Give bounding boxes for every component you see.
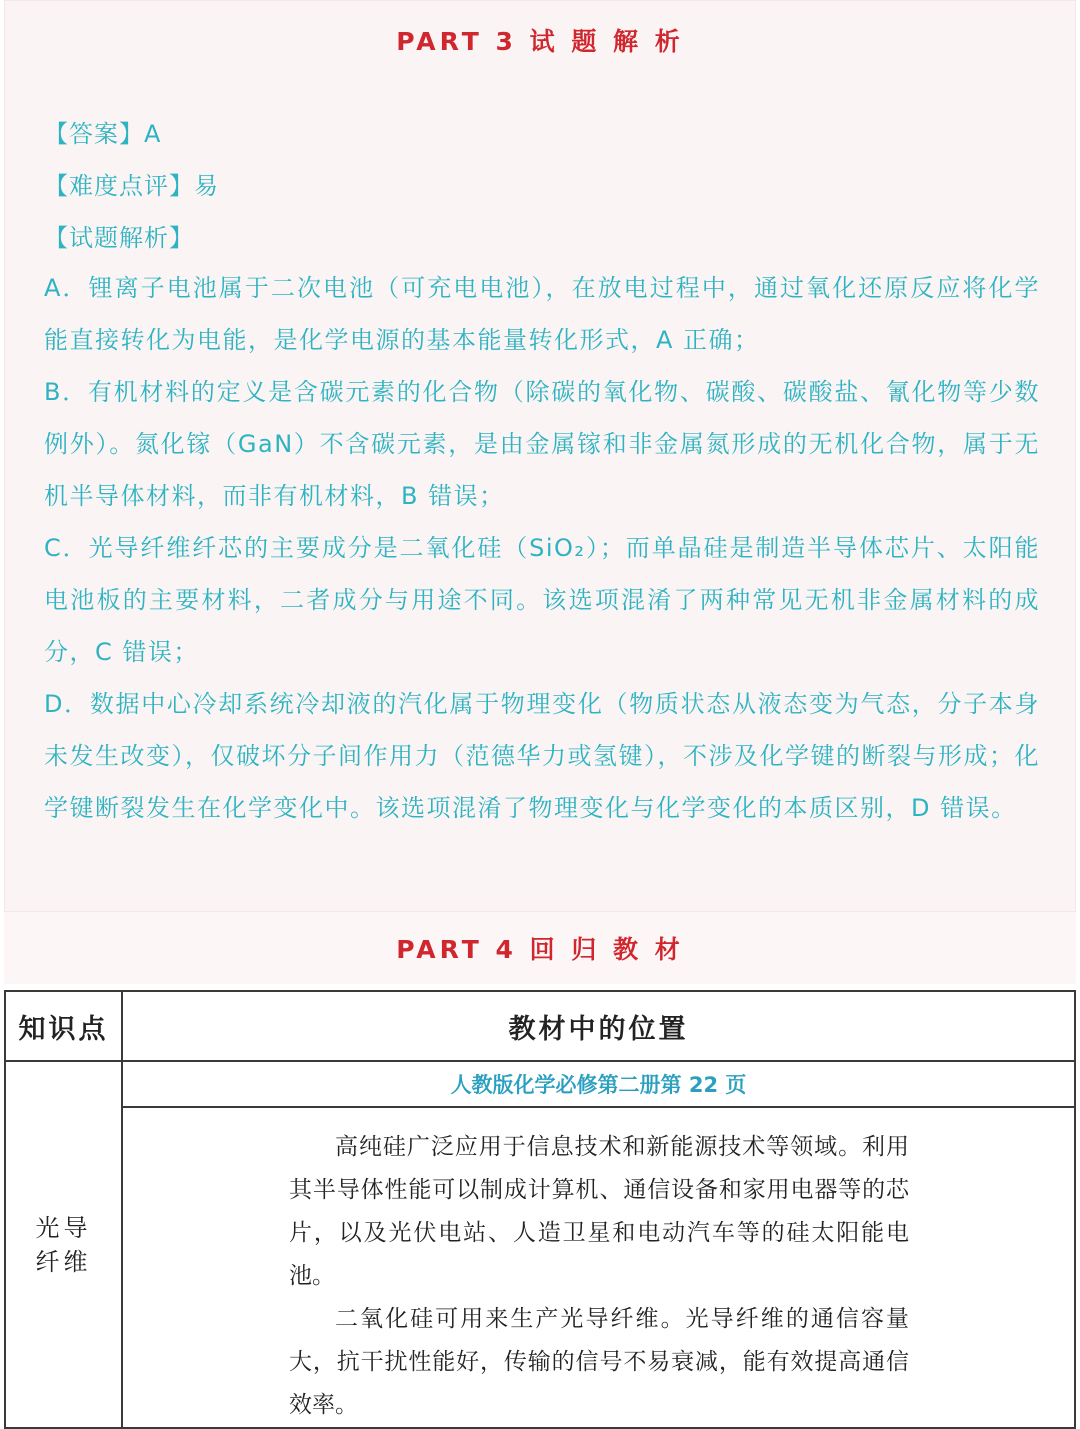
option-a-analysis: A．锂离子电池属于二次电池（可充电电池），在放电过程中，通过氧化还原反应将化学能直接转化为电能，是化学电源的基本能量转化形式，A 正确； [44,274,1040,354]
textbook-excerpt-cell [122,1107,1075,1428]
difficulty-value: 易 [194,172,219,200]
knowledge-point-cell [5,1061,122,1428]
difficulty-label: 【难度点评】 [44,172,194,200]
option-analysis [44,262,1040,834]
textbook-excerpt [123,1108,909,1427]
excerpt-paragraph: 二氧化硅可用来生产光导纤维。光导纤维的通信容量大，抗干扰性能好，传输的信号不易衰减，能有效提高通信效率。 [289,1306,909,1418]
knowledge-point-line-1: 光导 [35,1213,92,1242]
difficulty-line [44,166,219,201]
textbook-table [4,990,1076,1429]
analysis-label: 【试题解析】 [44,224,194,252]
answer-label: 【答案】 [44,120,144,148]
option-d-analysis: D．数据中心冷却系统冷却液的汽化属于物理变化（物质状态从液态变为气态，分子本身未发生改变），仅破坏分子间作用力（范德华力或氢键），不涉及化学键的断裂与形成；化学键断裂发生在化学变化中。该选项混淆了物理变化与化学变化的本质区别，D 错误。 [44,690,1040,822]
header-textbook-location: 教材中的位置 [122,991,1075,1061]
excerpt-paragraph: 高纯硅广泛应用于信息技术和新能源技术等领域。利用其半导体性能可以制成计算机、通信设备和家用电器等的芯片，以及光伏电站、人造卫星和电动汽车等的硅太阳能电池。 [289,1134,909,1289]
table-row [5,1107,1075,1428]
knowledge-point-line-2: 纤维 [35,1247,92,1276]
option-b-analysis: B．有机材料的定义是含碳元素的化合物（除碳的氧化物、碳酸、碳酸盐、氰化物等少数例外）。氮化镓（GaN）不含碳元素，是由金属镓和非金属氮形成的无机化合物，属于无机半导体材料，而非有机材料，B 错误； [44,378,1040,510]
option-c-analysis: C．光导纤维纤芯的主要成分是二氧化硅（SiO₂）；而单晶硅是制造半导体芯片、太阳能电池板的主要材料，二者成分与用途不同。该选项混淆了两种常见无机非金属材料的成分，C 错误； [44,534,1040,666]
header-knowledge-point: 知识点 [5,991,122,1061]
part4-title: PART 4 回 归 教 材 [396,935,684,964]
table-row [5,1061,1075,1107]
part3-title: PART 3 试 题 解 析 [396,27,684,56]
answer-line [44,114,161,149]
answer-value: A [144,120,162,148]
textbook-source: 人教版化学必修第二册第 22 页 [122,1061,1075,1107]
table-header-row [5,991,1075,1061]
